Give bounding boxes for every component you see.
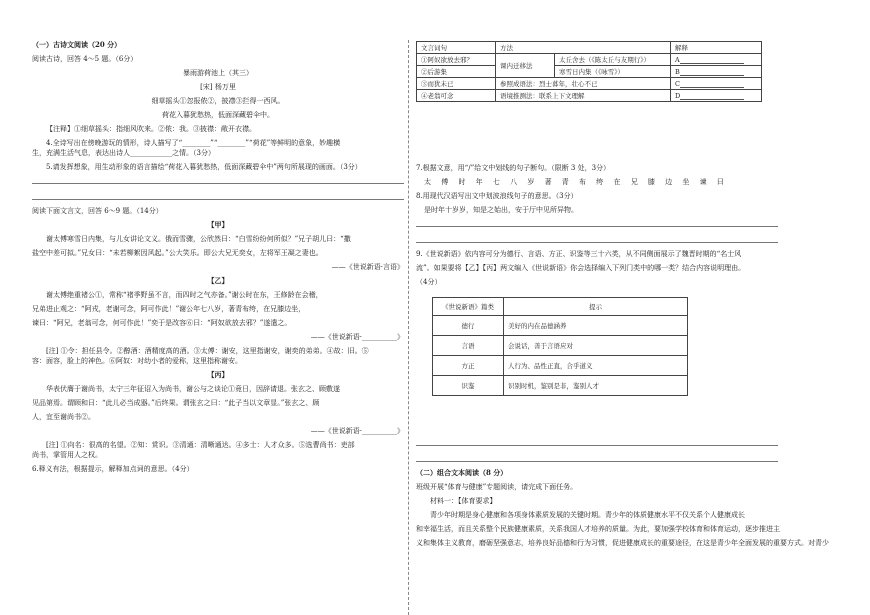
answer-label: B xyxy=(675,67,680,76)
table-cell: 方正 xyxy=(433,356,504,376)
poem-title: 暴雨游荷池上（其三） xyxy=(183,69,253,77)
right-column-lower xyxy=(416,434,829,548)
section1-title: （一）古诗文阅读（20 分） xyxy=(32,40,122,49)
text-bing-notes-line-1: [注] ①向名：很高的名望。②知：赏识。③清通：清晰通达。④多士：人才众多。⑤选曹尚书：吏部 xyxy=(46,441,355,449)
question-7: 7.根据文意，用“/”给文中划线的句子断句。（限断 3 处，3分） xyxy=(416,164,611,172)
table-row xyxy=(417,66,762,78)
text-bing-line-2: 见品第焉。谓顾和曰：“此儿必当成器。”后终果。谓张玄之曰：“此子当以文章显。”张玄之、顾 xyxy=(32,399,320,407)
answer-line[interactable] xyxy=(416,452,778,462)
table-cell: ④老翁可念 xyxy=(417,90,496,102)
question-8: 8.用现代汉语写出文中划波浪线句子的意思。（3分） xyxy=(416,192,578,200)
table-cell: 太丘舍去（《陈太丘与友期行》） xyxy=(555,54,671,66)
poem-notes: 【注释】①细草摇头：指细风吹来。②侬：我。③披襟：敞开衣襟。 xyxy=(46,125,256,133)
left-column xyxy=(32,40,404,474)
text-yi-line-3: 谏曰：“阿兄，老翁可念，何可作此！”奕于是改容⑥曰：“阿奴欲放去邪？”遂遣之。 xyxy=(32,319,292,327)
table-cell: 言语 xyxy=(433,336,504,356)
poem-line-1: 细草摇头①忽报侬②，披襟③拦得一西风。 xyxy=(151,97,285,105)
table-row xyxy=(433,356,688,376)
table-cell: 参照成语法：烈士暮年，壮心不已 xyxy=(496,78,671,90)
category-hint-table xyxy=(432,297,688,396)
poem-line-2: 荷花入暮犹愁热，低面深藏碧伞中。 xyxy=(162,111,274,119)
text-bing-line-3: 人，宜至谢尚书②。 xyxy=(32,413,95,421)
text-jia-line-1: 谢太傅寒雪日内集，与儿女讲论文义。俄而雪骤，公欣然曰：“白雪纷纷何所似？”兄子胡儿曰：“撒 xyxy=(46,235,351,243)
table-header-row xyxy=(417,42,762,54)
answer-line[interactable] xyxy=(416,436,778,446)
text-yi-line-1: 谢太傅绝重褚公①，常称“褚季野虽不言，而四时之气亦备。”谢公时在东，王修龄在会稽， xyxy=(46,291,323,299)
column-divider xyxy=(408,40,409,615)
table-cell: ②后游集 xyxy=(417,66,496,78)
table-row xyxy=(433,376,688,396)
answer-blank[interactable] xyxy=(680,68,744,76)
table-header-cell: 《世说新语》篇类 xyxy=(433,298,504,316)
section2-intro: 班级开展“体育与健康”专题阅读，请完成下面任务。 xyxy=(416,483,578,491)
text-bing-heading: 【丙】 xyxy=(207,370,229,379)
answer-line[interactable] xyxy=(416,217,778,227)
text-jia-source: ——《世说新语·言语》 xyxy=(331,263,404,271)
text-yi-line-2: 兄弟进止观之：“阿戎，老谢可念，阿可作此！”谢公年七八岁，著青布绔，在兄膝边坐， xyxy=(32,305,306,313)
table-header-cell: 文言词句 xyxy=(417,42,496,54)
question-4-line-1: 4.全诗写出在傍晚游玩的情形，诗人描写了“________”“________”“荷花”等鲜明的意象，妙趣横 xyxy=(46,139,341,147)
table-cell: 语境推测法：联系上下文理解 xyxy=(496,90,671,102)
answer-line[interactable] xyxy=(32,190,404,200)
table-row xyxy=(417,54,762,66)
table-cell: 德行 xyxy=(433,316,504,336)
section2-title: （二）组合文本阅读（8 分） xyxy=(416,468,508,477)
table-row xyxy=(433,336,688,356)
answer-line[interactable] xyxy=(32,174,404,184)
answer-label: C xyxy=(675,79,680,88)
text-bing-source: ——《世说新语·__________》 xyxy=(310,427,404,435)
table-row xyxy=(433,316,688,336)
table-cell: 寒雪日内集（《咏雪》） xyxy=(555,66,671,78)
table-cell[interactable] xyxy=(671,78,762,90)
question-5: 5.请发挥想象，用生动形象的语言描绘“荷花入暮犹愁热，低面深藏碧伞中”两句所展现的画面。（3分） xyxy=(46,163,362,171)
table-cell[interactable] xyxy=(671,90,762,102)
question-9-line-1: 9.《世说新语》依内容可分为德行、言语、方正、识鉴等三十六类，从不同侧面展示了魏晋时期的“名士风 xyxy=(416,250,742,258)
table-header-cell: 提示 xyxy=(504,298,688,316)
table-cell: 会说话，善于言语应对 xyxy=(504,336,688,356)
table-cell[interactable] xyxy=(671,54,762,66)
material-1-line-3: 义和集体主义教育，磨砺坚强意志，培养良好品德和行为习惯，促进健康成长的重要途径，在这是青少年全面发展的重要方式。对青少 xyxy=(416,539,829,547)
table-cell: ③而犹未已 xyxy=(417,78,496,90)
text-yi-heading: 【乙】 xyxy=(207,276,229,285)
text-yi-source: ——《世说新语·__________》 xyxy=(310,333,404,341)
table-header-cell: 解释 xyxy=(671,42,762,54)
text-jia-line-2: 盐空中差可拟。”兄女曰：“未若柳絮因风起。”公大笑乐。即公大兄无奕女，左将军王凝之妻也。 xyxy=(32,249,323,257)
answer-label: A xyxy=(675,55,680,64)
poem-intro: 阅读古诗，回答 4～5 题。（6分） xyxy=(32,55,138,63)
table-cell: 人行为、品性正直，合乎道义 xyxy=(504,356,688,376)
word-explanation-table xyxy=(416,41,762,102)
table-cell: 识别时机，鉴别是非，鉴别人才 xyxy=(504,376,688,396)
classical-intro: 阅读下面文言文，回答 6～9 题。（14分） xyxy=(32,207,163,215)
question-7-sentence: 太 傅 时 年 七 八 岁 著 青 布 绔 在 兄 膝 边 坐 谏 曰 xyxy=(424,178,728,186)
text-yi-notes-line-2: 容：面容，脸上的神色。⑥阿奴：对幼小者的爱称，这里指称谢安。 xyxy=(32,357,242,365)
answer-blank[interactable] xyxy=(680,92,744,100)
answer-label: D xyxy=(675,91,681,100)
table-cell: 课内迁移法 xyxy=(496,54,555,78)
table-cell[interactable] xyxy=(671,66,762,78)
question-4-line-2: 生，充满生活气息，表达出诗人____________之情。（3分） xyxy=(32,149,215,157)
question-8-sentence: 是时年十岁岁，知是之始出，安于厅中见所异物。 xyxy=(424,206,578,214)
material-1-line-1: 青少年时期是身心健康和各项身体素质发展的关键时期。青少年的体质健康水平不仅关系个人健康成长 xyxy=(430,511,745,519)
answer-blank[interactable] xyxy=(680,80,744,88)
text-yi-notes-line-1: [注] ①令：担任县令。②醇酒：酒精度高的酒。③太傅：谢安，这里指谢安，谢奕的弟弟。④故：旧。⑤ xyxy=(46,347,369,355)
question-9-line-3: （4分） xyxy=(416,278,442,286)
poem-author: [宋] 杨万里 xyxy=(200,83,236,91)
right-column xyxy=(416,163,778,287)
question-6: 6.释义有法，根据提示，解释加点词的意思。（4分） xyxy=(32,465,194,473)
table-header-cell: 方法 xyxy=(496,42,671,54)
table-cell: 美好的内在品德涵养 xyxy=(504,316,688,336)
material-1-title: 材料一：【体育要求】 xyxy=(430,497,497,505)
text-bing-notes-line-2: 尚书，掌管用人之权。 xyxy=(32,451,102,459)
text-jia-heading: 【甲】 xyxy=(207,220,229,229)
material-1-line-2: 和幸福生活，而且关系整个民族健康素质，关系我国人才培养的质量。为此，要加强学校体育和体育运动，逐步推进主 xyxy=(416,525,780,533)
table-cell: 识鉴 xyxy=(433,376,504,396)
answer-blank[interactable] xyxy=(680,56,744,64)
text-bing-line-1: 华表伏膺于谢尚书，太宁三年征诏入为尚书，谢公与之谈论①竟日，因辞请退。张玄之、顾敷遂 xyxy=(46,385,340,393)
question-9-line-2: 流”。如果要将【乙】【丙】两文编入《世说新语》你会选择编入下列门类中的哪一类？结合内容说明理由。 xyxy=(416,264,746,272)
table-row xyxy=(417,90,762,102)
table-cell: ①阿奴欲放去邪？ xyxy=(417,54,496,66)
answer-line[interactable] xyxy=(416,233,778,243)
table-row xyxy=(417,78,762,90)
table-header-row xyxy=(433,298,688,316)
